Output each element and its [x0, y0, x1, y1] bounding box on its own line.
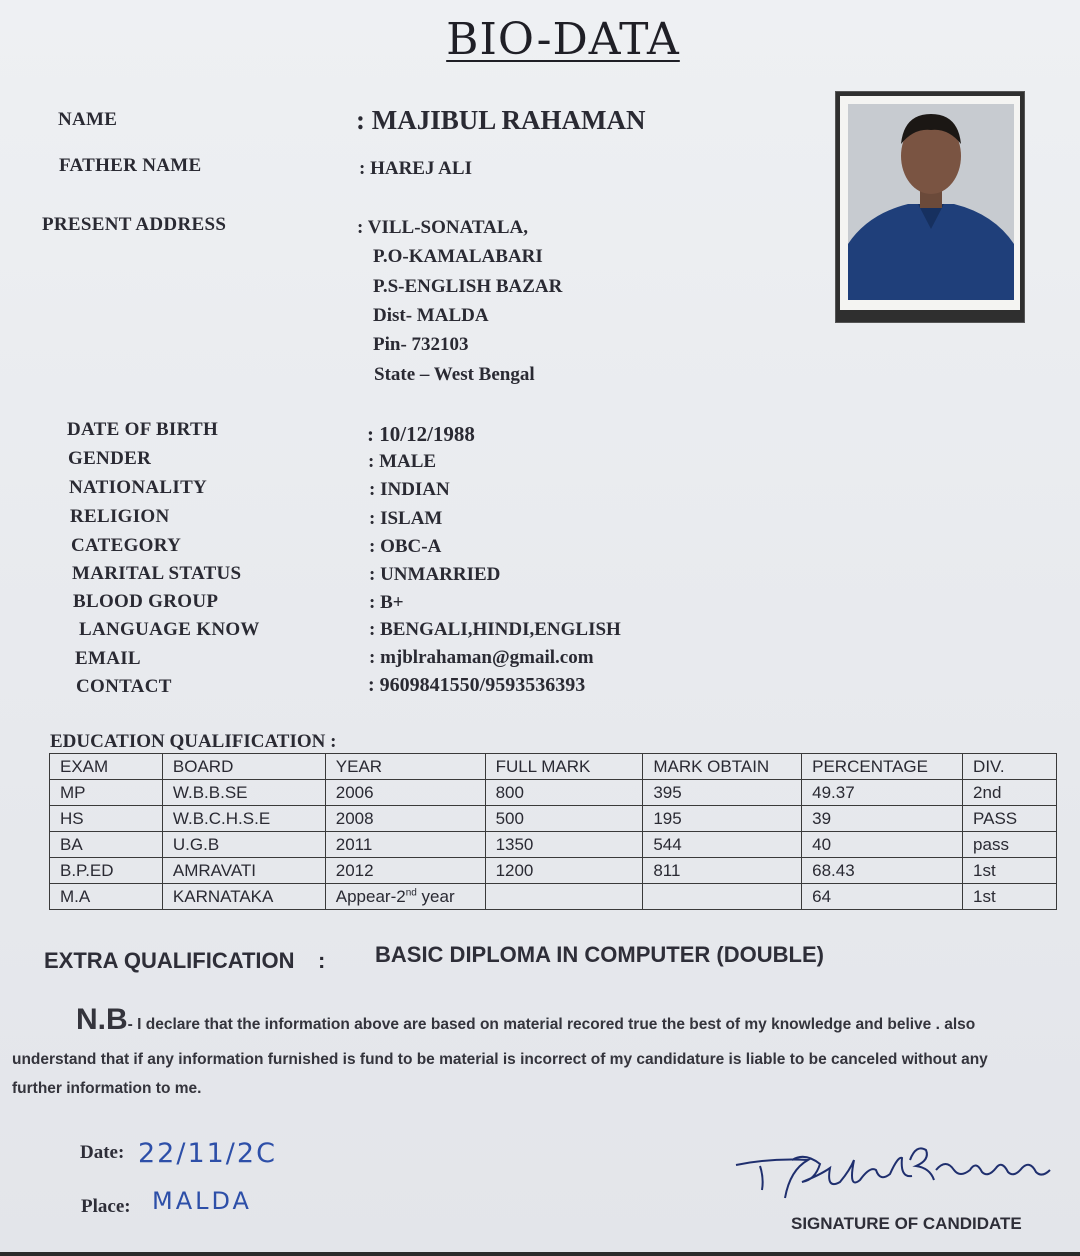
email-label: EMAIL	[75, 648, 141, 669]
contact-value: : 9609841550/9593536393	[368, 674, 586, 696]
table-cell: KARNATAKA	[162, 884, 325, 910]
table-header: MARK OBTAIN	[643, 754, 802, 780]
page-title: BIO-DATA	[446, 14, 680, 65]
table-cell: 195	[643, 806, 802, 832]
table-cell	[485, 884, 643, 910]
table-cell: MP	[50, 780, 163, 806]
table-row	[50, 858, 1057, 884]
table-header-row	[50, 754, 1057, 780]
date-label: Date:	[80, 1142, 125, 1163]
declaration-line: understand that if any information furnished is fund to be material is incorrect of my candidature is liable to be canceled without any	[12, 1051, 988, 1068]
name-label: NAME	[58, 109, 118, 130]
table-cell: 395	[643, 780, 802, 806]
table-cell: 2011	[325, 832, 485, 858]
extra-qualification-value: BASIC DIPLOMA IN COMPUTER (DOUBLE)	[375, 942, 824, 967]
table-cell: W.B.C.H.S.E	[162, 806, 325, 832]
place-label: Place:	[81, 1196, 131, 1217]
table-header: YEAR	[325, 754, 485, 780]
table-cell: 1350	[485, 832, 643, 858]
blood-group-label: BLOOD GROUP	[73, 591, 219, 612]
marital-status-value: : UNMARRIED	[369, 564, 501, 585]
address-line: Dist- MALDA	[373, 305, 489, 326]
declaration-line: further information to me.	[12, 1080, 202, 1097]
category-label: CATEGORY	[71, 535, 182, 556]
table-cell: 2012	[325, 858, 485, 884]
table-cell: 2nd	[963, 780, 1057, 806]
name-value: : MAJIBUL RAHAMAN	[356, 105, 646, 135]
candidate-photo	[836, 92, 1024, 322]
table-header: PERCENTAGE	[802, 754, 963, 780]
table-cell: 1st	[963, 858, 1057, 884]
table-cell: 2008	[325, 806, 485, 832]
extra-qualification-label: EXTRA QUALIFICATION	[44, 948, 295, 973]
table-cell: AMRAVATI	[162, 858, 325, 884]
table-cell	[643, 884, 802, 910]
religion-label: RELIGION	[70, 506, 170, 527]
place-value: MALDA	[152, 1187, 252, 1215]
table-header: EXAM	[50, 754, 163, 780]
category-value: : OBC-A	[369, 536, 442, 557]
table-cell: 1st	[963, 884, 1057, 910]
table-row	[50, 780, 1057, 806]
table-cell: pass	[963, 832, 1057, 858]
table-cell: 2006	[325, 780, 485, 806]
education-table	[49, 753, 1057, 910]
table-cell: U.G.B	[162, 832, 325, 858]
ma-year-suffix: year	[416, 887, 455, 906]
father-name-label: FATHER NAME	[59, 155, 202, 176]
ma-year-prefix: Appear-2	[335, 887, 406, 906]
table-cell: 68.43	[802, 858, 963, 884]
address-line: Pin- 732103	[373, 334, 469, 355]
table-cell: W.B.B.SE	[162, 780, 325, 806]
table-cell: HS	[50, 806, 163, 832]
gender-value: : MALE	[368, 451, 437, 472]
nb-tag: N.B	[76, 1003, 128, 1036]
address-line: State – West Bengal	[374, 364, 535, 385]
table-cell: BA	[50, 832, 163, 858]
table-cell: 811	[643, 858, 802, 884]
signature	[730, 1130, 1070, 1205]
table-cell: 39	[802, 806, 963, 832]
table-row	[50, 806, 1057, 832]
signature-label: SIGNATURE OF CANDIDATE	[791, 1214, 1022, 1233]
father-name-value: : HAREJ ALI	[359, 158, 472, 179]
email-value: : mjblrahaman@gmail.com	[369, 647, 594, 668]
page-edge	[0, 1252, 1080, 1256]
table-cell: B.P.ED	[50, 858, 163, 884]
contact-label: CONTACT	[76, 676, 172, 697]
blood-group-value: : B+	[369, 592, 404, 613]
table-header: DIV.	[963, 754, 1057, 780]
religion-value: : ISLAM	[369, 508, 443, 529]
table-cell: 1200	[485, 858, 643, 884]
table-header: BOARD	[162, 754, 325, 780]
address-label: PRESENT ADDRESS	[42, 214, 227, 235]
table-cell: 544	[643, 832, 802, 858]
declaration-line: - I declare that the information above are based on material recored true the best of my knowledge and belive . also	[127, 1016, 976, 1033]
language-value: : BENGALI,HINDI,ENGLISH	[369, 619, 621, 640]
nationality-label: NATIONALITY	[69, 477, 208, 498]
table-cell-year	[325, 884, 485, 910]
extra-qualification-colon: :	[318, 948, 326, 973]
declaration	[12, 1002, 1068, 1101]
date-value: 22/11/2C	[138, 1138, 277, 1169]
education-heading: EDUCATION QUALIFICATION :	[50, 731, 337, 752]
table-cell: 500	[485, 806, 643, 832]
marital-status-label: MARITAL STATUS	[72, 563, 242, 584]
table-row	[50, 884, 1057, 910]
address-line: P.S-ENGLISH BAZAR	[373, 276, 563, 297]
table-header: FULL MARK	[485, 754, 643, 780]
table-cell: M.A	[50, 884, 163, 910]
table-row	[50, 832, 1057, 858]
table-cell: PASS	[963, 806, 1057, 832]
address-line: P.O-KAMALABARI	[373, 246, 543, 267]
gender-label: GENDER	[68, 448, 152, 469]
language-label: LANGUAGE KNOW	[79, 619, 260, 640]
table-cell: 49.37	[802, 780, 963, 806]
table-cell: 800	[485, 780, 643, 806]
dob-value: : 10/12/1988	[367, 422, 475, 446]
dob-label: DATE OF BIRTH	[67, 419, 219, 440]
nationality-value: : INDIAN	[369, 479, 450, 500]
table-cell: 40	[802, 832, 963, 858]
table-cell: 64	[802, 884, 963, 910]
address-line: : VILL-SONATALA,	[357, 217, 529, 238]
ma-year-sup: nd	[405, 887, 417, 899]
